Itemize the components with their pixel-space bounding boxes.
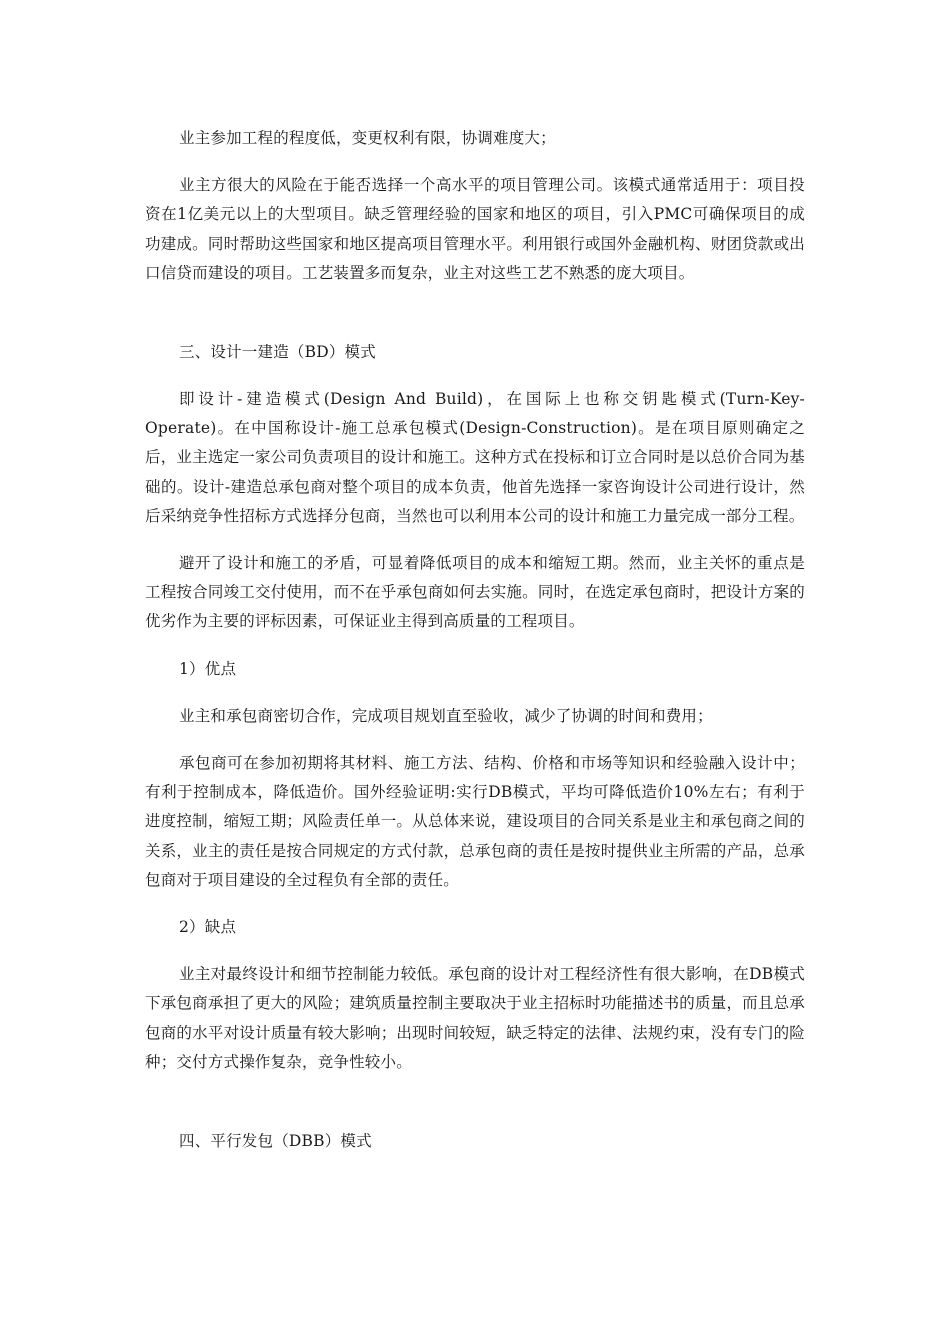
paragraph-bd-definition: 即设计-建造模式(Design And Build)，在国际上也称交钥匙模式(Turn-Key-Operate)。在中国称设计-施工总承包模式(Design-Construction)。是在项目原则确定之后，业主选定一家公司负责项目的设计和施工。这种方式在投标和订立合同时是以总价合同为基础的。设计-建造总承包商对整个项目的成本负责，他首先选择一家咨询设计公司进行设计，然后采纳竞争性招标方式选择分包商，当然也可以利用本公司的设计和施工力量完成一部分工程。 bbox=[145, 390, 805, 525]
section-heading-dbb-mode: 四、平行发包（DBB）模式 bbox=[179, 1132, 372, 1151]
paragraph-disadvantage-details: 业主对最终设计和细节控制能力较低。承包商的设计对工程经济性有很大影响，在DB模式下承包商承担了更大的风险；建筑质量控制主要取决于业主招标时功能描述书的质量，而且总承包商的水平对设计质量有较大影响；出现时间较短，缺乏特定的法律、法规约束，没有专门的险种；交付方式操作复杂，竞争性较小。 bbox=[145, 965, 805, 1071]
paragraph-owner-risk: 业主方很大的风险在于能否选择一个高水平的项目管理公司。该模式通常适用于：项目投资在1亿美元以上的大型项目。缺乏管理经验的国家和地区的项目，引入PMC可确保项目的成功建成。同时帮助这些国家和地区提高项目管理水平。利用银行或国外金融机构、财团贷款或出口信贷而建设的项目。工艺装置多而复杂，业主对这些工艺不熟悉的庞大项目。 bbox=[145, 176, 805, 282]
subheading-advantages: 1）优点 bbox=[179, 659, 237, 678]
paragraph-owner-participation: 业主参加工程的程度低，变更权利有限，协调难度大； bbox=[179, 129, 556, 147]
document-body bbox=[145, 124, 805, 1156]
subheading-disadvantages: 2）缺点 bbox=[179, 918, 237, 937]
paragraph-bd-benefits-overview: 避开了设计和施工的矛盾，可显着降低项目的成本和缩短工期。然而，业主关怀的重点是工程按合同竣工交付使用，而不在乎承包商如何去实施。同时，在选定承包商时，把设计方案的优劣作为主要的评标因素，可保证业主得到高质量的工程项目。 bbox=[145, 554, 805, 631]
paragraph-advantage-details: 承包商可在参加初期将其材料、施工方法、结构、价格和市场等知识和经验融入设计中；有利于控制成本，降低造价。国外经验证明:实行DB模式，平均可降低造价10%左右；有利于进度控制，缩短工期；风险责任单一。从总体来说，建设项目的合同关系是业主和承包商之间的关系，业主的责任是按合同规定的方式付款，总承包商的责任是按时提供业主所需的产品，总承包商对于项目建设的全过程负有全部的责任。 bbox=[145, 754, 805, 889]
paragraph-advantage-cooperation: 业主和承包商密切合作，完成项目规划直至验收，减少了协调的时间和费用； bbox=[179, 706, 713, 725]
section-heading-bd-mode: 三、设计一建造（BD）模式 bbox=[179, 343, 376, 362]
